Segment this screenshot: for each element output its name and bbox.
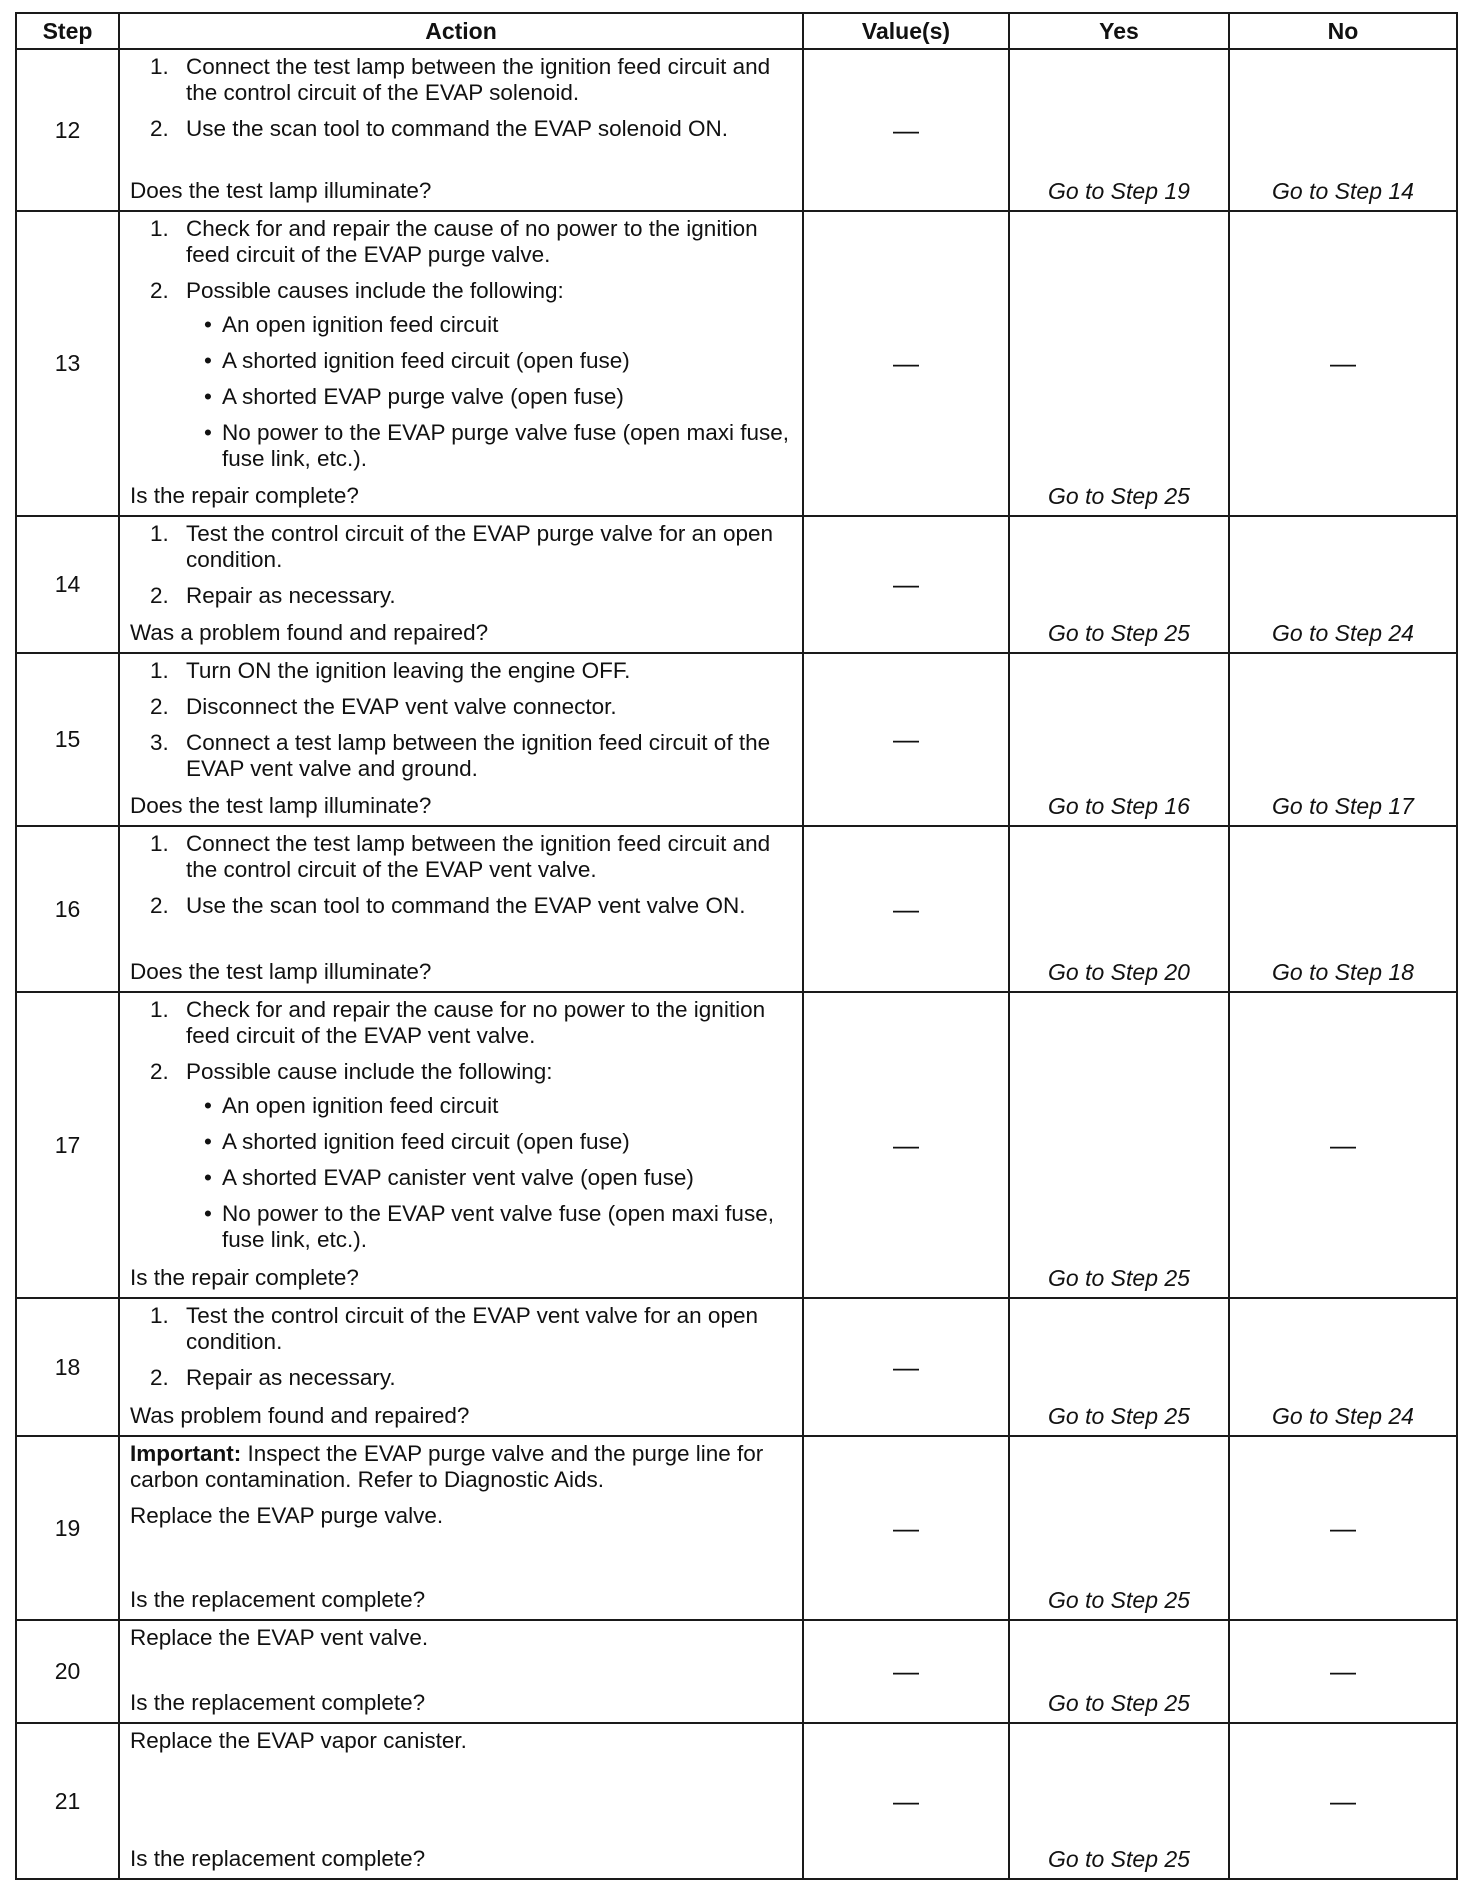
- action-step-number: 2.: [150, 1365, 169, 1390]
- action-step-text: Connect a test lamp between the ignition feed circuit of the EVAP vent valve and ground.: [186, 730, 771, 781]
- bullet-dot: •: [204, 1129, 212, 1154]
- table-row-step-19: [16, 1436, 1457, 1620]
- bullet-item: [186, 1165, 792, 1191]
- action-question: Is the replacement complete?: [130, 1690, 426, 1715]
- value-cell: —: [803, 992, 1009, 1298]
- step-number: 15: [16, 653, 119, 826]
- action-step-text: Repair as necessary.: [186, 1365, 396, 1390]
- value-cell: —: [803, 1298, 1009, 1436]
- action-step-number: 3.: [150, 730, 169, 755]
- step-number: 13: [16, 211, 119, 516]
- step-number: 18: [16, 1298, 119, 1436]
- action-step-text: Check for and repair the cause for no power to the ignition feed circuit of the EVAP vent valve.: [186, 997, 766, 1048]
- yes-goto: Go to Step 16: [1048, 793, 1190, 819]
- action-cell: [119, 516, 803, 653]
- action-question: Does the test lamp illuminate?: [130, 959, 432, 984]
- no-cell: —: [1229, 211, 1457, 516]
- bullet-item: [186, 420, 792, 472]
- action-question: Is the repair complete?: [130, 1265, 359, 1290]
- step-number: 14: [16, 516, 119, 653]
- action-step: [130, 278, 792, 472]
- action-step-text: Check for and repair the cause of no power to the ignition feed circuit of the EVAP purge valve.: [186, 216, 758, 267]
- bullet-text: No power to the EVAP vent valve fuse (open maxi fuse, fuse link, etc.).: [222, 1201, 774, 1252]
- table-row-step-17: [16, 992, 1457, 1298]
- action-step-text: Use the scan tool to command the EVAP solenoid ON.: [186, 116, 728, 141]
- action-step-number: 1.: [150, 658, 169, 683]
- bullet-text: A shorted EVAP purge valve (open fuse): [222, 384, 624, 409]
- table-row-step-20: [16, 1620, 1457, 1723]
- bullet-item: [186, 348, 792, 374]
- no-cell: [1229, 826, 1457, 992]
- bullet-item: [186, 312, 792, 338]
- yes-cell: [1009, 49, 1229, 211]
- action-cell: [119, 826, 803, 992]
- action-step-text: Disconnect the EVAP vent valve connector.: [186, 694, 617, 719]
- action-cell: [119, 1620, 803, 1723]
- bullet-dot: •: [204, 1165, 212, 1190]
- no-goto: Go to Step 18: [1272, 959, 1414, 985]
- header-values: Value(s): [803, 13, 1009, 49]
- table-row-step-12: [16, 49, 1457, 211]
- action-step-number: 1.: [150, 997, 169, 1022]
- header-action: Action: [119, 13, 803, 49]
- no-goto: Go to Step 17: [1272, 793, 1414, 819]
- bullet-dot: •: [204, 1093, 212, 1118]
- no-cell: [1229, 516, 1457, 653]
- action-cell: [119, 1436, 803, 1620]
- yes-goto: Go to Step 25: [1048, 1403, 1190, 1429]
- value-cell: —: [803, 211, 1009, 516]
- yes-cell: [1009, 1620, 1229, 1723]
- bullet-text: A shorted EVAP canister vent valve (open fuse): [222, 1165, 694, 1190]
- yes-goto: Go to Step 20: [1048, 959, 1190, 985]
- value-cell: —: [803, 1620, 1009, 1723]
- action-cell: [119, 211, 803, 516]
- action-question: Was problem found and repaired?: [130, 1403, 470, 1428]
- no-goto: Go to Step 24: [1272, 620, 1414, 646]
- action-step: [130, 730, 792, 782]
- bullet-dot: •: [204, 420, 212, 445]
- no-cell: —: [1229, 992, 1457, 1298]
- bullet-text: An open ignition feed circuit: [222, 312, 499, 337]
- yes-cell: [1009, 516, 1229, 653]
- action-question: Does the test lamp illuminate?: [130, 178, 432, 203]
- no-cell: —: [1229, 1436, 1457, 1620]
- step-number: 17: [16, 992, 119, 1298]
- action-step-text: Possible causes include the following:: [186, 278, 564, 303]
- action-step: [130, 216, 792, 268]
- yes-goto: Go to Step 25: [1048, 1846, 1190, 1872]
- action-cell: [119, 49, 803, 211]
- action-step: [130, 1059, 792, 1253]
- table-row-step-15: [16, 653, 1457, 826]
- bullet-dot: •: [204, 1201, 212, 1226]
- action-cell: [119, 1298, 803, 1436]
- action-step: [130, 831, 792, 883]
- action-instruction: Replace the EVAP purge valve.: [130, 1503, 444, 1528]
- action-step-number: 2.: [150, 694, 169, 719]
- action-step-text: Test the control circuit of the EVAP purge valve for an open condition.: [186, 521, 773, 572]
- yes-cell: [1009, 1723, 1229, 1879]
- action-step-number: 2.: [150, 116, 169, 141]
- action-step: [130, 1303, 792, 1355]
- no-cell: —: [1229, 1620, 1457, 1723]
- step-number: 12: [16, 49, 119, 211]
- action-step-number: 1.: [150, 1303, 169, 1328]
- action-step-text: Repair as necessary.: [186, 583, 396, 608]
- yes-cell: [1009, 826, 1229, 992]
- action-step-text: Test the control circuit of the EVAP vent valve for an open condition.: [186, 1303, 758, 1354]
- action-step: [130, 1365, 792, 1391]
- table-row-step-21: [16, 1723, 1457, 1879]
- action-step-number: 2.: [150, 1059, 169, 1084]
- action-step-text: Turn ON the ignition leaving the engine OFF.: [186, 658, 631, 683]
- step-number: 21: [16, 1723, 119, 1879]
- important-text: Inspect the EVAP purge valve and the purge line for carbon contamination. Refer to Diagnostic Aids.: [130, 1441, 764, 1492]
- value-cell: —: [803, 1723, 1009, 1879]
- action-question: Is the replacement complete?: [130, 1587, 426, 1612]
- bullet-dot: •: [204, 384, 212, 409]
- action-question: Is the replacement complete?: [130, 1846, 426, 1871]
- no-cell: [1229, 653, 1457, 826]
- yes-goto: Go to Step 25: [1048, 620, 1190, 646]
- action-step: [130, 694, 792, 720]
- bullet-text: A shorted ignition feed circuit (open fuse): [222, 1129, 630, 1154]
- action-step: [130, 54, 792, 106]
- value-cell: —: [803, 653, 1009, 826]
- value-cell: —: [803, 49, 1009, 211]
- bullet-item: [186, 1093, 792, 1119]
- table-row-step-13: [16, 211, 1457, 516]
- important-label: Important:: [130, 1441, 242, 1466]
- no-goto: Go to Step 14: [1272, 178, 1414, 204]
- yes-cell: [1009, 1298, 1229, 1436]
- action-step-text: Connect the test lamp between the ignition feed circuit and the control circuit of the EVAP vent valve.: [186, 831, 771, 882]
- action-step-text: Possible cause include the following:: [186, 1059, 553, 1084]
- bullet-dot: •: [204, 312, 212, 337]
- value-cell: —: [803, 826, 1009, 992]
- bullet-item: [186, 384, 792, 410]
- bullet-text: No power to the EVAP purge valve fuse (open maxi fuse, fuse link, etc.).: [222, 420, 789, 471]
- step-number: 16: [16, 826, 119, 992]
- action-step: [130, 521, 792, 573]
- yes-cell: [1009, 992, 1229, 1298]
- action-cell: [119, 653, 803, 826]
- action-step-number: 2.: [150, 278, 169, 303]
- no-cell: [1229, 1298, 1457, 1436]
- important-note: [130, 1441, 792, 1493]
- action-step: [130, 658, 792, 684]
- yes-cell: [1009, 211, 1229, 516]
- yes-cell: [1009, 1436, 1229, 1620]
- action-step-number: 2.: [150, 893, 169, 918]
- no-goto: Go to Step 24: [1272, 1403, 1414, 1429]
- action-step-number: 1.: [150, 521, 169, 546]
- table-row-step-14: [16, 516, 1457, 653]
- bullet-item: [186, 1201, 792, 1253]
- yes-goto: Go to Step 25: [1048, 483, 1190, 509]
- header-yes: Yes: [1009, 13, 1229, 49]
- bullet-dot: •: [204, 348, 212, 373]
- header-row: [16, 13, 1457, 49]
- step-number: 20: [16, 1620, 119, 1723]
- action-step-number: 1.: [150, 831, 169, 856]
- step-number: 19: [16, 1436, 119, 1620]
- yes-cell: [1009, 653, 1229, 826]
- action-step-number: 1.: [150, 54, 169, 79]
- yes-goto: Go to Step 25: [1048, 1690, 1190, 1716]
- action-step-text: Connect the test lamp between the ignition feed circuit and the control circuit of the EVAP solenoid.: [186, 54, 771, 105]
- action-question: Does the test lamp illuminate?: [130, 793, 432, 818]
- action-step-number: 1.: [150, 216, 169, 241]
- value-cell: —: [803, 1436, 1009, 1620]
- action-question: Was a problem found and repaired?: [130, 620, 489, 645]
- table-row-step-18: [16, 1298, 1457, 1436]
- action-step: [130, 583, 792, 609]
- action-step: [130, 893, 792, 919]
- no-cell: [1229, 49, 1457, 211]
- no-cell: —: [1229, 1723, 1457, 1879]
- action-instruction: Replace the EVAP vent valve.: [130, 1625, 429, 1650]
- yes-goto: Go to Step 25: [1048, 1587, 1190, 1613]
- action-step: [130, 116, 792, 142]
- bullet-text: A shorted ignition feed circuit (open fuse): [222, 348, 630, 373]
- action-step-text: Use the scan tool to command the EVAP vent valve ON.: [186, 893, 746, 918]
- action-question: Is the repair complete?: [130, 483, 359, 508]
- bullet-text: An open ignition feed circuit: [222, 1093, 499, 1118]
- header-step: Step: [16, 13, 119, 49]
- action-step-number: 2.: [150, 583, 169, 608]
- bullet-item: [186, 1129, 792, 1155]
- header-no: No: [1229, 13, 1457, 49]
- diagnostic-table: [15, 12, 1458, 1880]
- yes-goto: Go to Step 19: [1048, 178, 1190, 204]
- action-instruction: Replace the EVAP vapor canister.: [130, 1728, 467, 1753]
- table-row-step-16: [16, 826, 1457, 992]
- yes-goto: Go to Step 25: [1048, 1265, 1190, 1291]
- action-step: [130, 997, 792, 1049]
- action-cell: [119, 992, 803, 1298]
- action-cell: [119, 1723, 803, 1879]
- value-cell: —: [803, 516, 1009, 653]
